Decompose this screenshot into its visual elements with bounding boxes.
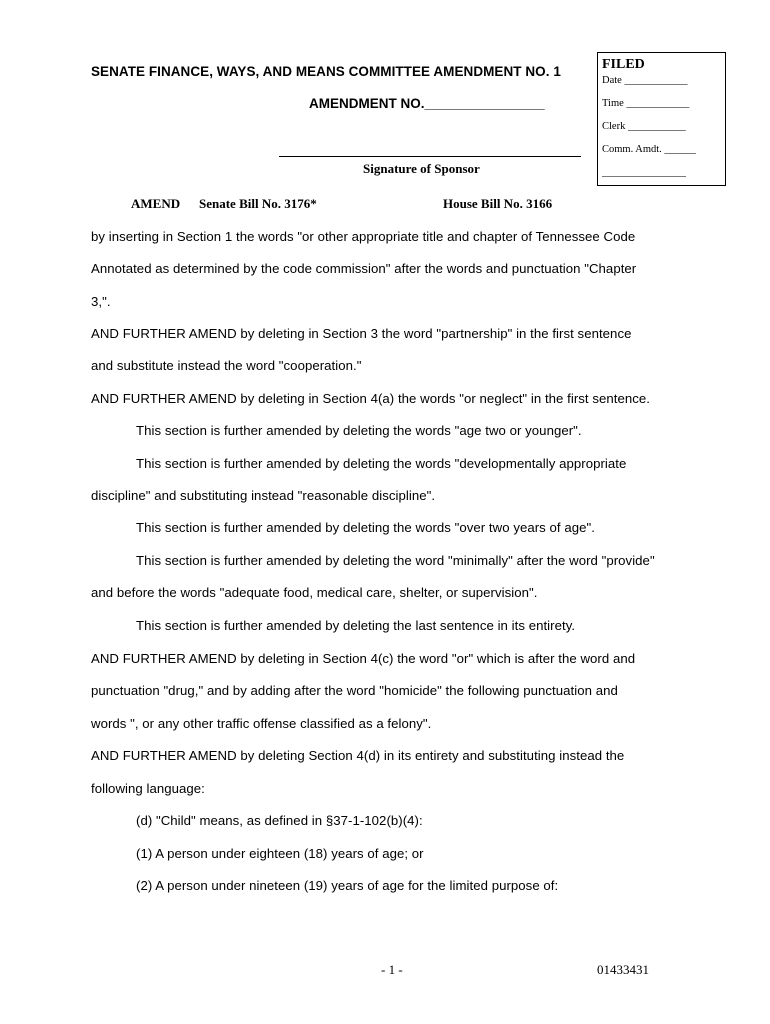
body-line: (d) "Child" means, as defined in §37-1-102(b)(4): (136, 813, 423, 828)
filed-date: Date ____________ (602, 75, 688, 86)
body-line: (2) A person under nineteen (19) years of age for the limited purpose of: (136, 878, 559, 893)
filed-title: FILED (602, 57, 645, 72)
body-line: discipline" and substituting instead "reasonable discipline". (91, 488, 436, 503)
document-code: 01433431 (597, 962, 649, 977)
amend-label: AMEND (131, 196, 181, 211)
filed-clerk: Clerk ___________ (602, 121, 686, 132)
body-line: 3,". (91, 294, 111, 309)
body-line: punctuation "drug," and by adding after the word "homicide" the following punctuation and (91, 683, 618, 698)
body-line: This section is further amended by deleting the word "minimally" after the word "provide" (136, 553, 655, 568)
body-line: This section is further amended by deleting the words "age two or younger". (136, 423, 582, 438)
body-line: AND FURTHER AMEND by deleting in Section 4(a) the words "or neglect" in the first sentence. (91, 391, 650, 406)
signature-line (279, 156, 581, 157)
body-line: AND FURTHER AMEND by deleting in Section 3 the word "partnership" in the first sentence (91, 326, 632, 341)
body-line: and substitute instead the word "cooperation." (91, 358, 362, 373)
body-line: This section is further amended by deleting the words "developmentally appropriate (136, 456, 627, 471)
body-line: words ", or any other traffic offense classified as a felony". (91, 716, 432, 731)
body-line: AND FURTHER AMEND by deleting Section 4(d) in its entirety and substituting instead the (91, 748, 625, 763)
house-bill-number: House Bill No. 3166 (443, 196, 553, 211)
filed-comm-amdt: Comm. Amdt. ______ (602, 144, 696, 155)
body-line: (1) A person under eighteen (18) years of age; or (136, 846, 424, 861)
body-line: This section is further amended by deleting the words "over two years of age". (136, 520, 595, 535)
filed-blank-line: ________________ (602, 167, 686, 178)
body-line: and before the words "adequate food, medical care, shelter, or supervision". (91, 585, 538, 600)
page-number: - 1 - (381, 962, 403, 977)
body-line: This section is further amended by deleting the last sentence in its entirety. (136, 618, 576, 633)
body-line: by inserting in Section 1 the words "or other appropriate title and chapter of Tennessee Code (91, 229, 636, 244)
senate-bill-number: Senate Bill No. 3176* (199, 196, 317, 211)
amendment-number: AMENDMENT NO.________________ (309, 96, 545, 111)
body-line: following language: (91, 781, 205, 796)
body-line: AND FURTHER AMEND by deleting in Section 4(c) the word "or" which is after the word and (91, 651, 636, 666)
signature-label: Signature of Sponsor (363, 161, 480, 176)
body-line: Annotated as determined by the code commission" after the words and punctuation "Chapter (91, 261, 637, 276)
document-title: SENATE FINANCE, WAYS, AND MEANS COMMITTEE AMENDMENT NO. 1 (91, 64, 561, 79)
filed-time: Time ____________ (602, 98, 690, 109)
filed-stamp-box (597, 52, 726, 186)
